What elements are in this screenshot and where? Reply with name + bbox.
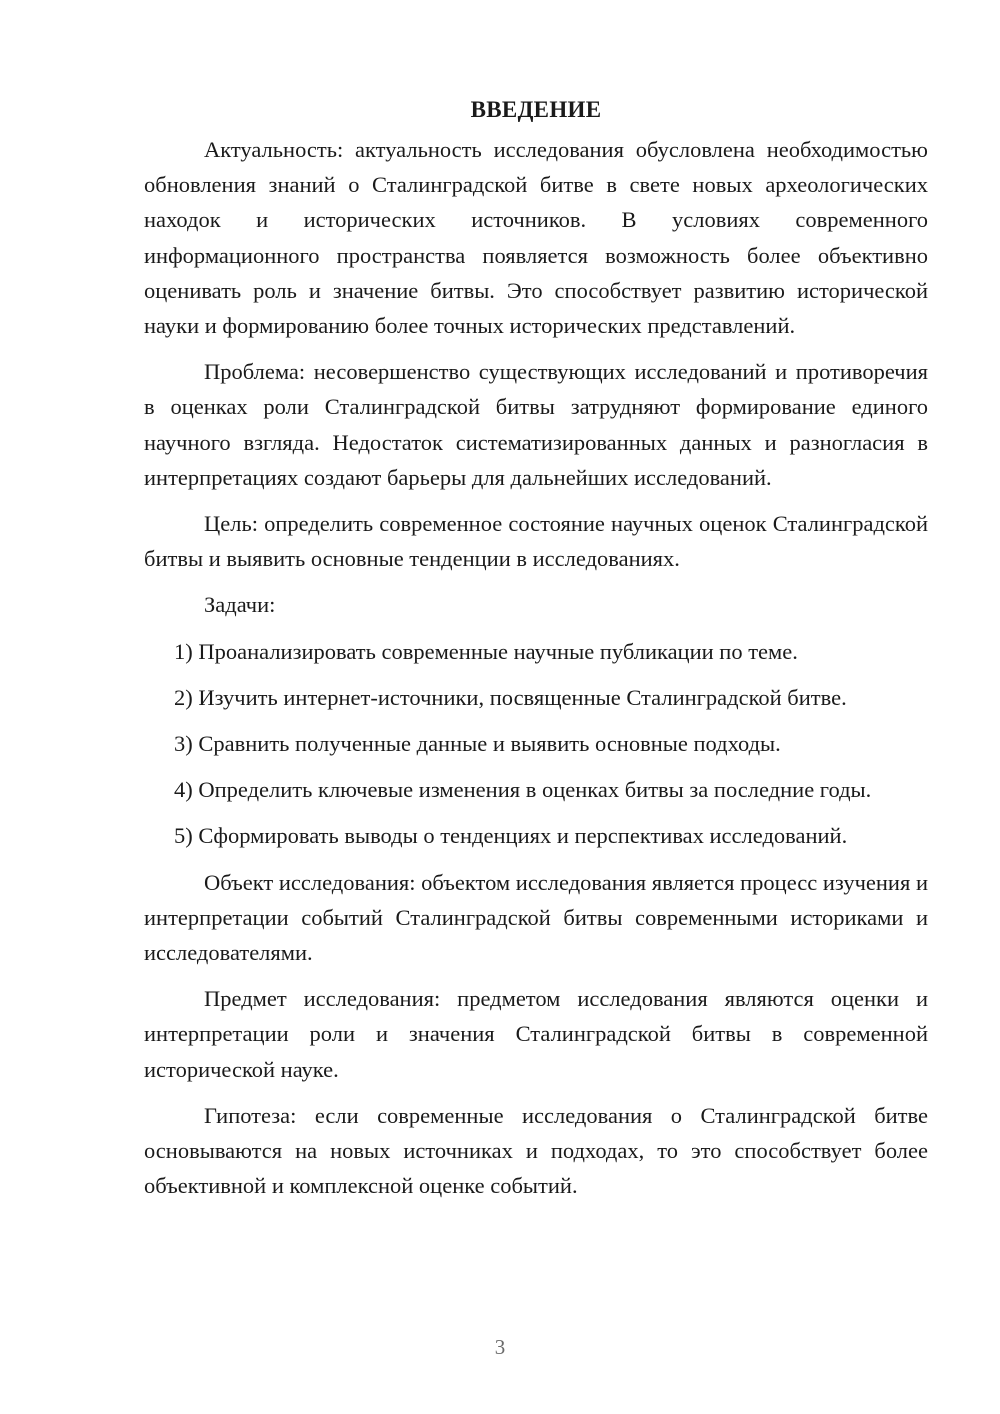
list-item: 5) Сформировать выводы о тенденциях и перспективах исследований.	[174, 823, 848, 849]
tasks-list	[144, 634, 928, 854]
paragraph-problem: Проблема: несовершенство существующих исследований и противоречия в оценках роли Сталинградской битвы затрудняют формирование единого научного взгляда. Недостаток систематизированных данных и разногласия в интерпретациях создают барьеры для дальнейших исследований.	[144, 359, 928, 490]
list-item: 4) Определить ключевые изменения в оценках битвы за последние годы.	[174, 777, 872, 803]
paragraph-goal: Цель: определить современное состояние научных оценок Сталинградской битвы и выявить основные тенденции в исследованиях.	[144, 511, 928, 572]
tasks-label: Задачи:	[204, 592, 276, 618]
document-page	[144, 92, 928, 1214]
page-number: 3	[494, 1335, 506, 1359]
list-item: 1) Проанализировать современные научные публикации по теме.	[174, 638, 798, 664]
paragraph-subject: Предмет исследования: предметом исследования являются оценки и интерпретации роли и значения Сталинградской битвы в современной исторической науке.	[144, 986, 928, 1082]
paragraph-object: Объект исследования: объектом исследования является процесс изучения и интерпретации событий Сталинградской битвы современными историками и исследователями.	[144, 869, 928, 966]
paragraph-relevance: Актуальность: актуальность исследования обусловлена необходимостью обновления знаний о Сталинградской битве в свете новых археологических находок и исторических источников. В условиях современного информационного пространства появляется возможность более объективно оценивать роль и значение битвы. Это способствует развитию исторической науки и формированию более точных исторических представлений.	[144, 137, 928, 339]
list-item: 3) Сравнить полученные данные и выявить основные подходы.	[174, 731, 781, 757]
paragraph-hypothesis: Гипотеза: если современные исследования о Сталинградской битве основываются на новых источниках и подходах, то это способствует более объективной и комплексной оценке событий.	[144, 1102, 928, 1199]
list-item: 2) Изучить интернет-источники, посвященные Сталинградской битве.	[174, 684, 847, 710]
page-title: ВВЕДЕНИЕ	[470, 97, 602, 122]
